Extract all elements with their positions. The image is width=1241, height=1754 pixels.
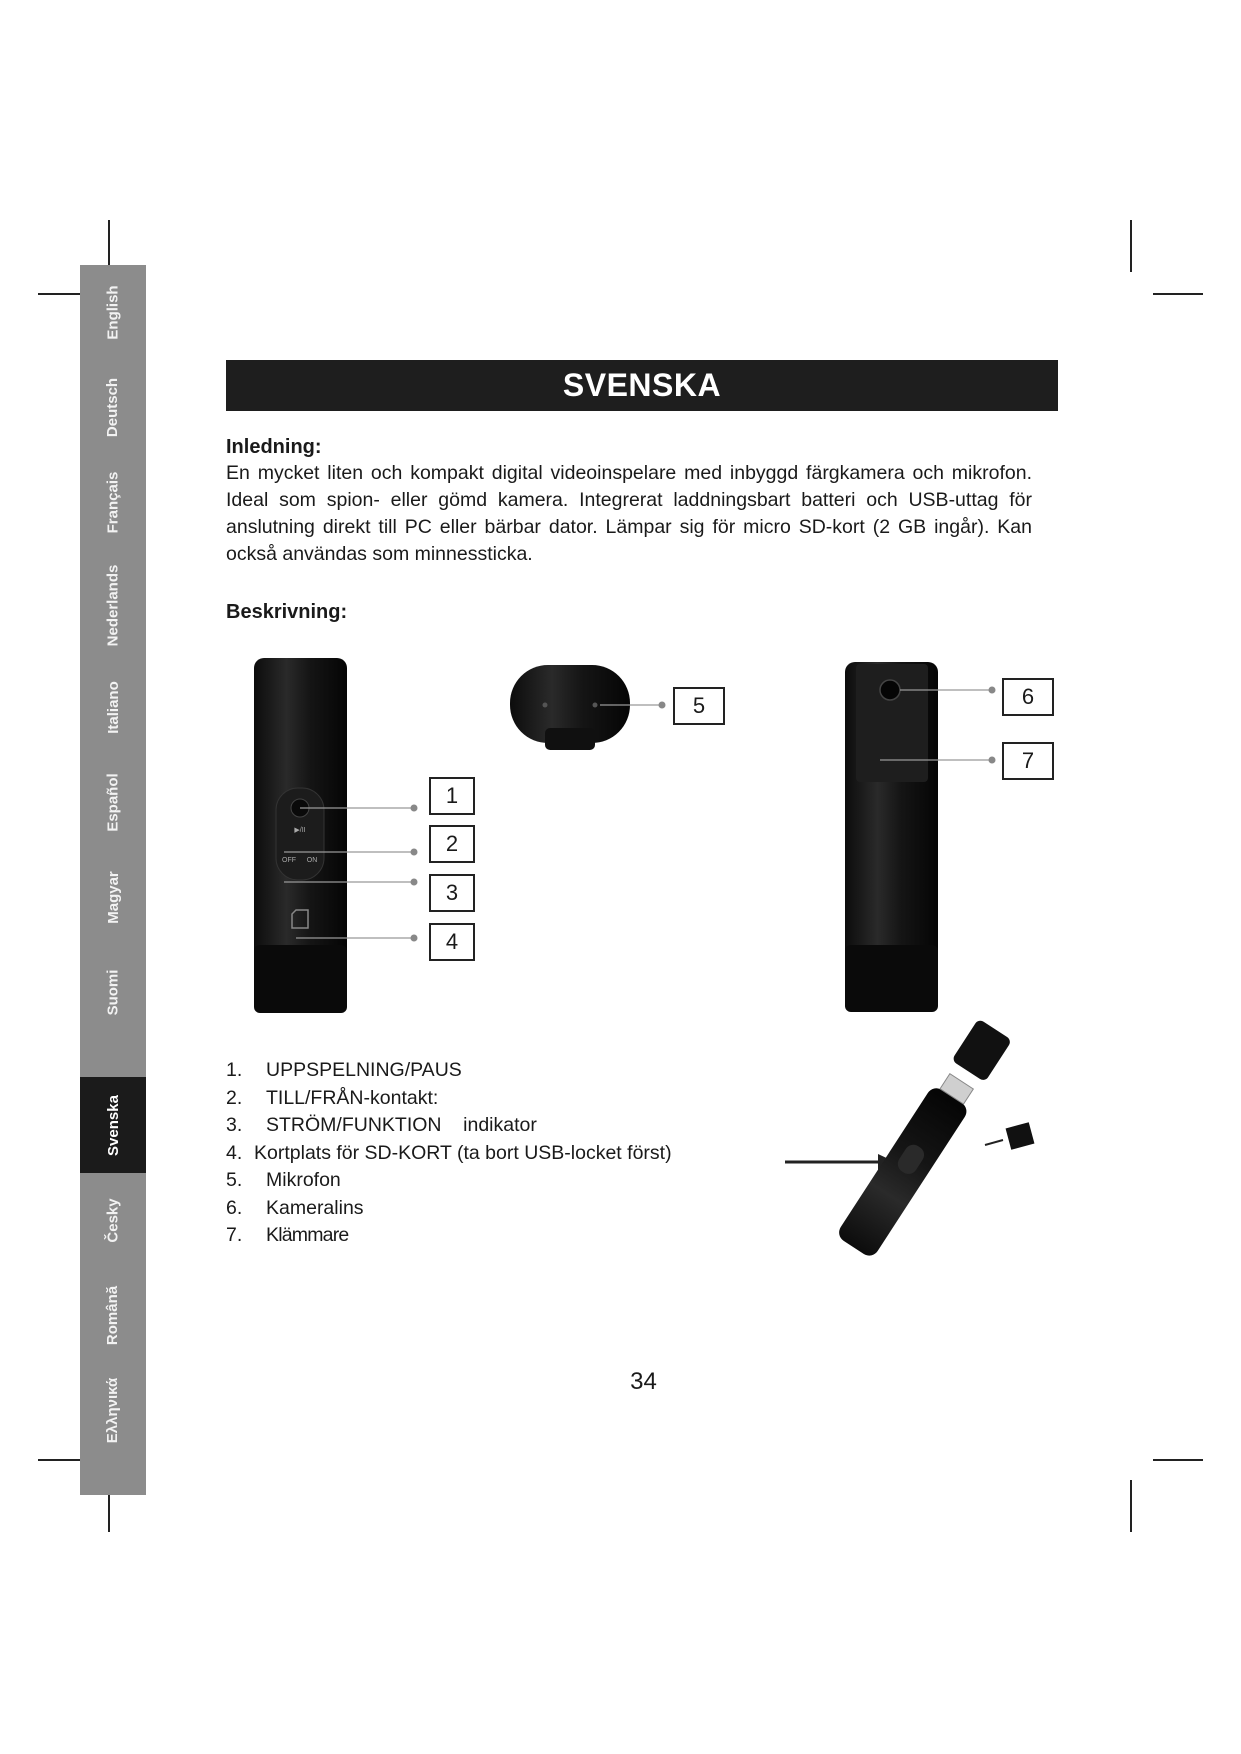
list-item: 1. UPPSPELNING/PAUS: [226, 1059, 462, 1081]
list-item: 4. Kortplats för SD-KORT (ta bort USB-locket först): [226, 1141, 672, 1164]
section-title: SVENSKA: [562, 367, 722, 403]
callout-5: 5: [673, 687, 725, 725]
callout-4: 4: [429, 923, 475, 961]
device-back-image: [845, 662, 996, 1012]
lang-tab-svenska[interactable]: Svenska: [80, 1077, 146, 1173]
page-number: 34: [630, 1368, 657, 1395]
list-item: 5. Mikrofon: [226, 1169, 341, 1191]
device-usb-image: [785, 1017, 1034, 1259]
callout-1: 1: [429, 777, 475, 815]
parts-list: [226, 1057, 672, 1250]
lang-tab-greek[interactable]: Ελληνικά: [104, 1377, 122, 1444]
lang-tab-romana[interactable]: Română: [104, 1285, 122, 1346]
list-item: 7. Klämmare: [226, 1224, 349, 1246]
lang-tab-deutsch[interactable]: Deutsch: [104, 377, 122, 438]
lang-tab-italiano[interactable]: Italiano: [104, 681, 122, 734]
callout-6: 6: [1002, 678, 1054, 716]
switch-on-label: ON: [306, 857, 318, 864]
description-heading: Beskrivning:: [226, 601, 348, 623]
lang-tab-suomi[interactable]: Suomi: [104, 969, 122, 1016]
button-label: ▶/II: [294, 827, 306, 834]
lang-tab-cesky[interactable]: Česky: [104, 1198, 122, 1243]
list-item: 2. TILL/FRÅN-kontakt:: [226, 1086, 439, 1109]
lang-tab-english[interactable]: English: [104, 285, 122, 340]
intro-paragraph: En mycket liten och kompakt digital videoinspelare med inbyggd färgkamera och mikrofon. Ideal som spion- eller gömd kamera. Integrerat laddningsbart batteri och USB-uttag för anslutning direkt till PC eller bärbar dator. Lämpar sig för micro SD-kort (2 GB ingår). Kan också användas som minnessticka.: [226, 462, 1032, 565]
device-front-image: [254, 658, 418, 1013]
lang-tab-nederlands[interactable]: Nederlands: [104, 564, 122, 646]
device-top-image: [510, 665, 666, 750]
callout-2: 2: [429, 825, 475, 863]
lang-tab-francais[interactable]: Français: [104, 471, 122, 534]
callout-3: 3: [429, 874, 475, 912]
lang-tab-magyar[interactable]: Magyar: [104, 871, 122, 924]
lang-tab-espanol[interactable]: Español: [104, 773, 122, 832]
switch-off-label: OFF: [282, 857, 296, 864]
list-item: 3. STRÖM/FUNKTION indikator: [226, 1114, 537, 1136]
list-item: 6. Kameralins: [226, 1196, 364, 1219]
callout-7: 7: [1002, 742, 1054, 780]
intro-heading: Inledning:: [226, 436, 322, 458]
